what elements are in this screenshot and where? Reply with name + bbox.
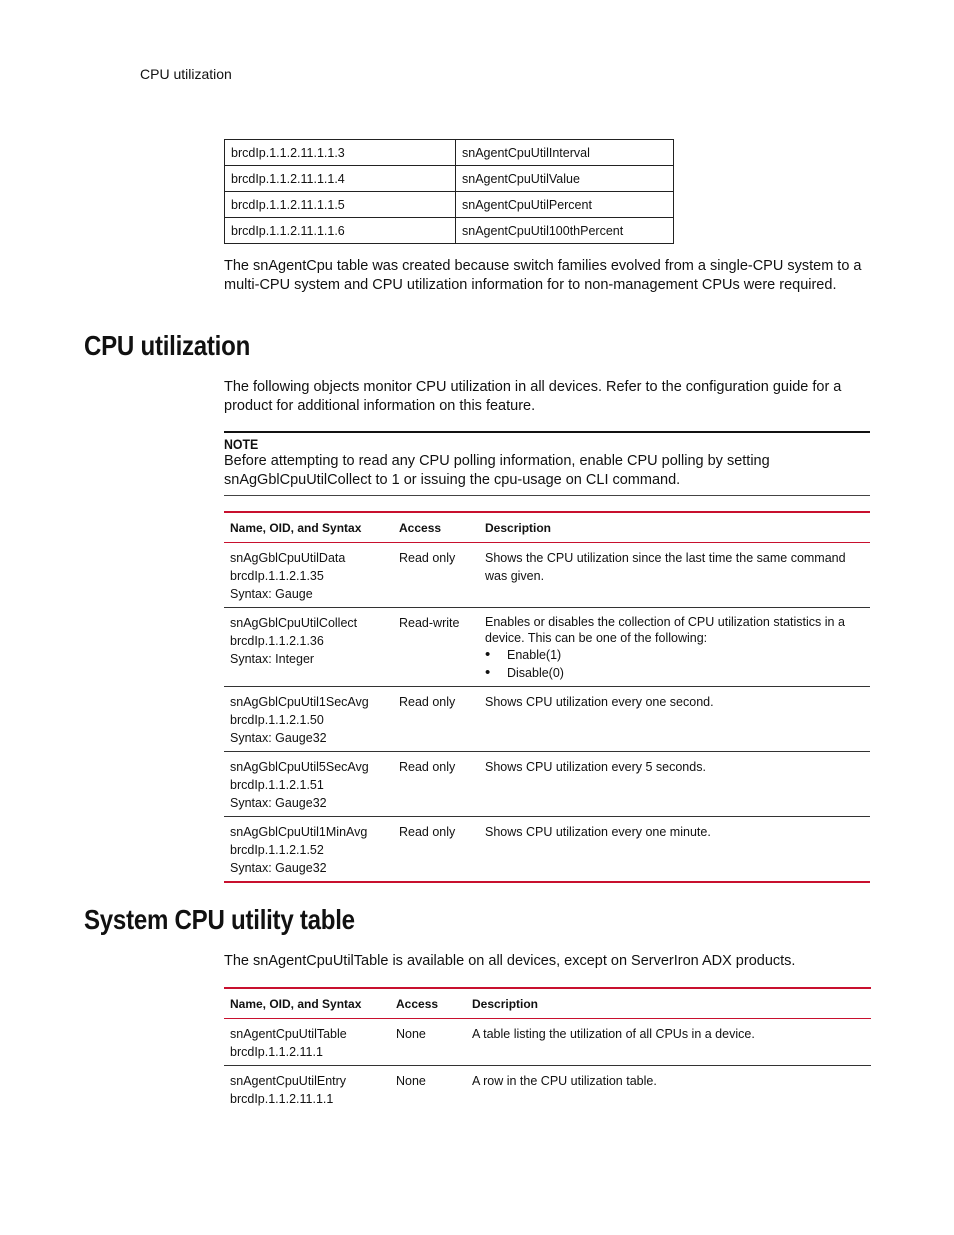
section-paragraph: The following objects monitor CPU utilization in all devices. Refer to the configuration guide for a product for additional information on this feature. xyxy=(224,379,842,414)
section-paragraph: The snAgentCpuUtilTable is available on all devices, except on ServerIron ADX products. xyxy=(224,953,796,969)
note-box xyxy=(224,431,870,496)
table-row xyxy=(224,608,870,687)
bullet-list xyxy=(485,646,864,682)
object-name: snAgGblCpuUtil1MinAvg xyxy=(230,825,368,839)
object-syntax: Syntax: Gauge32 xyxy=(230,861,327,875)
access-cell: Read-write xyxy=(393,608,479,687)
access-cell: Read only xyxy=(393,543,479,608)
object-oid: brcdIp.1.1.2.11.1 xyxy=(230,1045,323,1059)
table-row xyxy=(224,543,870,608)
table-row xyxy=(225,218,674,244)
name-cell xyxy=(224,1066,390,1113)
note-text-after: on CLI command. xyxy=(561,472,681,488)
oid-cell: brcdIp.1.1.2.11.1.1.3 xyxy=(225,140,456,166)
intro-paragraph: The snAgentCpu table was created because switch families evolved from a single-CPU system to a multi-CPU system and CPU utilization information for to non-management CPUs were required. xyxy=(224,258,862,293)
oid-mapping-table xyxy=(224,139,674,244)
note-text-before: Before attempting to read any CPU polling information, enable CPU polling by setting snAgGblCpuUtilCollect to 1 or issuing the xyxy=(224,453,770,488)
name-cell xyxy=(224,543,393,608)
description-cell xyxy=(479,752,870,817)
system-cpu-utility-table xyxy=(224,987,871,1112)
cpu-utilization-table xyxy=(224,511,870,883)
object-oid: brcdIp.1.1.2.1.50 xyxy=(230,713,324,727)
object-syntax: Syntax: Integer xyxy=(230,652,315,666)
access-cell: Read only xyxy=(393,687,479,752)
oid-cell: brcdIp.1.1.2.11.1.1.4 xyxy=(225,166,456,192)
description-text: Shows CPU utilization every one second. xyxy=(485,695,714,709)
description-cell: A row in the CPU utilization table. xyxy=(472,1074,657,1088)
table-header-row xyxy=(224,512,870,543)
table-row xyxy=(225,140,674,166)
column-header-access: Access xyxy=(390,988,466,1019)
note-text xyxy=(224,452,870,490)
object-name-cell: snAgentCpuUtilInterval xyxy=(456,140,674,166)
column-header-name: Name, OID, and Syntax xyxy=(224,988,390,1019)
description-text: Enables or disables the collection of CPU utilization statistics in a device. This can be one of the following: xyxy=(485,615,845,645)
object-oid: brcdIp.1.1.2.1.35 xyxy=(230,569,324,583)
oid-cell: brcdIp.1.1.2.11.1.1.6 xyxy=(225,218,456,244)
object-name: snAgentCpuUtilEntry xyxy=(230,1074,347,1088)
table-row xyxy=(225,166,674,192)
object-oid: brcdIp.1.1.2.1.36 xyxy=(230,634,324,648)
name-cell xyxy=(224,752,393,817)
object-name: snAgGblCpuUtilCollect xyxy=(230,616,358,630)
object-name: snAgentCpuUtilTable xyxy=(230,1027,347,1041)
note-command: cpu-usage xyxy=(494,472,562,488)
table-header-row xyxy=(224,988,871,1019)
description-cell xyxy=(479,687,870,752)
table-row xyxy=(224,1019,871,1066)
list-item: • Disable(0) xyxy=(507,664,864,682)
table-row xyxy=(224,687,870,752)
object-name-cell: snAgentCpuUtilPercent xyxy=(456,192,674,218)
table-row xyxy=(224,1066,871,1113)
object-syntax: Syntax: Gauge32 xyxy=(230,731,327,745)
access-cell: Read only xyxy=(393,817,479,883)
section-heading-system-cpu-utility-table: System CPU utility table xyxy=(84,904,355,935)
column-header-access: Access xyxy=(393,512,479,543)
column-header-description: Description xyxy=(466,988,871,1019)
object-oid: brcdIp.1.1.2.1.52 xyxy=(230,843,324,857)
note-label: NOTE xyxy=(224,436,259,452)
access-cell: None xyxy=(390,1019,466,1066)
section-heading-cpu-utilization: CPU utilization xyxy=(84,330,251,361)
name-cell xyxy=(224,608,393,687)
table-row xyxy=(224,752,870,817)
description-cell: A table listing the utilization of all CPUs in a device. xyxy=(466,1019,871,1066)
object-name-cell: snAgentCpuUtilValue xyxy=(456,166,674,192)
access-cell: Read only xyxy=(393,752,479,817)
running-header: CPU utilization xyxy=(140,66,232,82)
description-cell xyxy=(479,608,870,687)
table-row xyxy=(225,192,674,218)
object-name: snAgGblCpuUtil5SecAvg xyxy=(230,760,369,774)
object-syntax: Syntax: Gauge xyxy=(230,587,313,601)
object-oid: brcdIp.1.1.2.1.51 xyxy=(230,778,324,792)
object-oid: brcdIp.1.1.2.11.1.1 xyxy=(230,1092,334,1106)
column-header-name: Name, OID, and Syntax xyxy=(224,512,393,543)
table-row xyxy=(224,817,870,883)
description-text: Shows CPU utilization every 5 seconds. xyxy=(485,760,706,774)
list-item: • Enable(1) xyxy=(507,646,864,664)
description-cell xyxy=(479,543,870,608)
description-cell xyxy=(479,817,870,883)
description-text: Shows CPU utilization every one minute. xyxy=(485,825,711,839)
access-cell: None xyxy=(396,1074,426,1088)
name-cell xyxy=(224,687,393,752)
oid-cell: brcdIp.1.1.2.11.1.1.5 xyxy=(225,192,456,218)
object-name-cell: snAgentCpuUtil100thPercent xyxy=(456,218,674,244)
name-cell xyxy=(224,817,393,883)
object-name: snAgGblCpuUtilData xyxy=(230,551,346,565)
column-header-description: Description xyxy=(479,512,870,543)
name-cell xyxy=(224,1019,390,1066)
description-text: Shows the CPU utilization since the last time the same command was given. xyxy=(485,551,846,583)
object-syntax: Syntax: Gauge32 xyxy=(230,796,327,810)
object-name: snAgGblCpuUtil1SecAvg xyxy=(230,695,369,709)
